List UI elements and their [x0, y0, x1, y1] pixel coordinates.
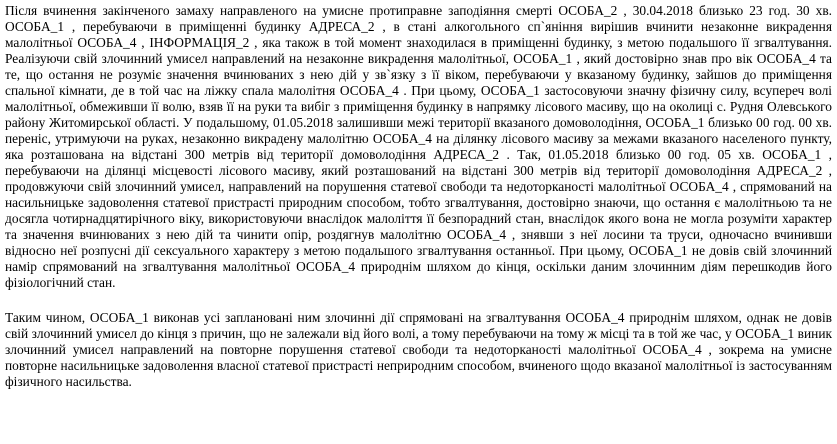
paragraph-2: Таким чином, ОСОБА_1 виконав усі заплановані ним злочинні дії спрямовані на згвалтування ОСОБА_4 природнім шляхом, однак не довів свій злочинний умисел до кінця з причин, що не залежали від його волі, а тому перебуваючи на тому ж місці та в той же час, у ОСОБА_1 виник злочинний умисел направлений на повторне порушення статевої свободи та недоторканості малолітньої ОСОБА_4 , зокрема на умисне повторне насильницьке задоволення власної статевої пристрасті неприродним способом, вчиненого щодо вказаної малолітньої із застосуванням фізичного насильства. [5, 310, 832, 389]
paragraph-1: Після вчинення закінченого замаху направленого на умисне протиправне заподіяння смерті ОСОБА_2 , 30.04.2018 близько 23 год. 30 хв. ОСОБА_1 , перебуваючи в приміщенні будинку АДРЕСА_2 , в стані алкогольного сп`яніння вирішив вчинити незаконне викрадення малолітньої ОСОБА_4 , ІНФОРМАЦІЯ_2 , яка також в той момент знаходилася в приміщенні будинку, з метою подальшого її згвалтування. Реалізуючи свій злочинний умисел направлений на незаконне викрадення малолітньої, ОСОБА_1 , який достовірно знав про вік ОСОБА_4 та те, що остання не розуміє значення вчинюваних з нею дій у зв`язку з її віком, перебуваючи у вказаному будинку, зайшов до приміщення спальної кімнати, де в той час на ліжку спала малолітня ОСОБА_4 . При цьому, ОСОБА_1 застосовуючи значну фізичну силу, всупереч волі малолітньої, обмеживши її волю, взяв її на руки та вибіг з приміщення будинку в напрямку лісового масиву, що на околиці с. Рудня Олевського району Житомирської області. У подальшому, 01.05.2018 залишивши межі території вказаного домоволодіння, ОСОБА_1 близько 00 год. 00 хв. переніс, утримуючи на руках, незаконно викрадену малолітню ОСОБА_4 на ділянку лісового масиву за межами вказаного населеного пункту, яка розташована на відстані 300 метрів від території домоволодіння АДРЕСА_2 . Так, 01.05.2018 близько 00 год. 05 хв. ОСОБА_1 , перебуваючи на ділянці місцевості лісового масиву, який розташований на відстані 300 метрів від території домоволодіння АДРЕСА_2 , продовжуючи свій злочинний умисел, направлений на порушення статевої свободи та недоторканості малолітньої ОСОБА_4 , спрямований на насильницьке задоволення статевої пристрасті природним способом, тобто згвалтування, достовірно знаючи, що остання є малолітньою та не досягла чотирнадцятирічного віку, використовуючи внаслідок малоліття її безпорадний стан, внаслідок якого вона не могла розуміти характер та значення вчинюваних з нею дій та чинити опір, роздягнув малолітню ОСОБА_4 , знявши з неї лосини та труси, одночасно вчинивши відносно неї розпусні дії сексуального характеру з метою подальшого згвалтування останньої. При цьому, ОСОБА_1 не довів свій злочинний намір спрямований на згвалтування малолітньої ОСОБА_4 природнім шляхом до кінця, оскільки даним злочинним діям перешкодив його фізіологічний стан. [5, 3, 832, 290]
